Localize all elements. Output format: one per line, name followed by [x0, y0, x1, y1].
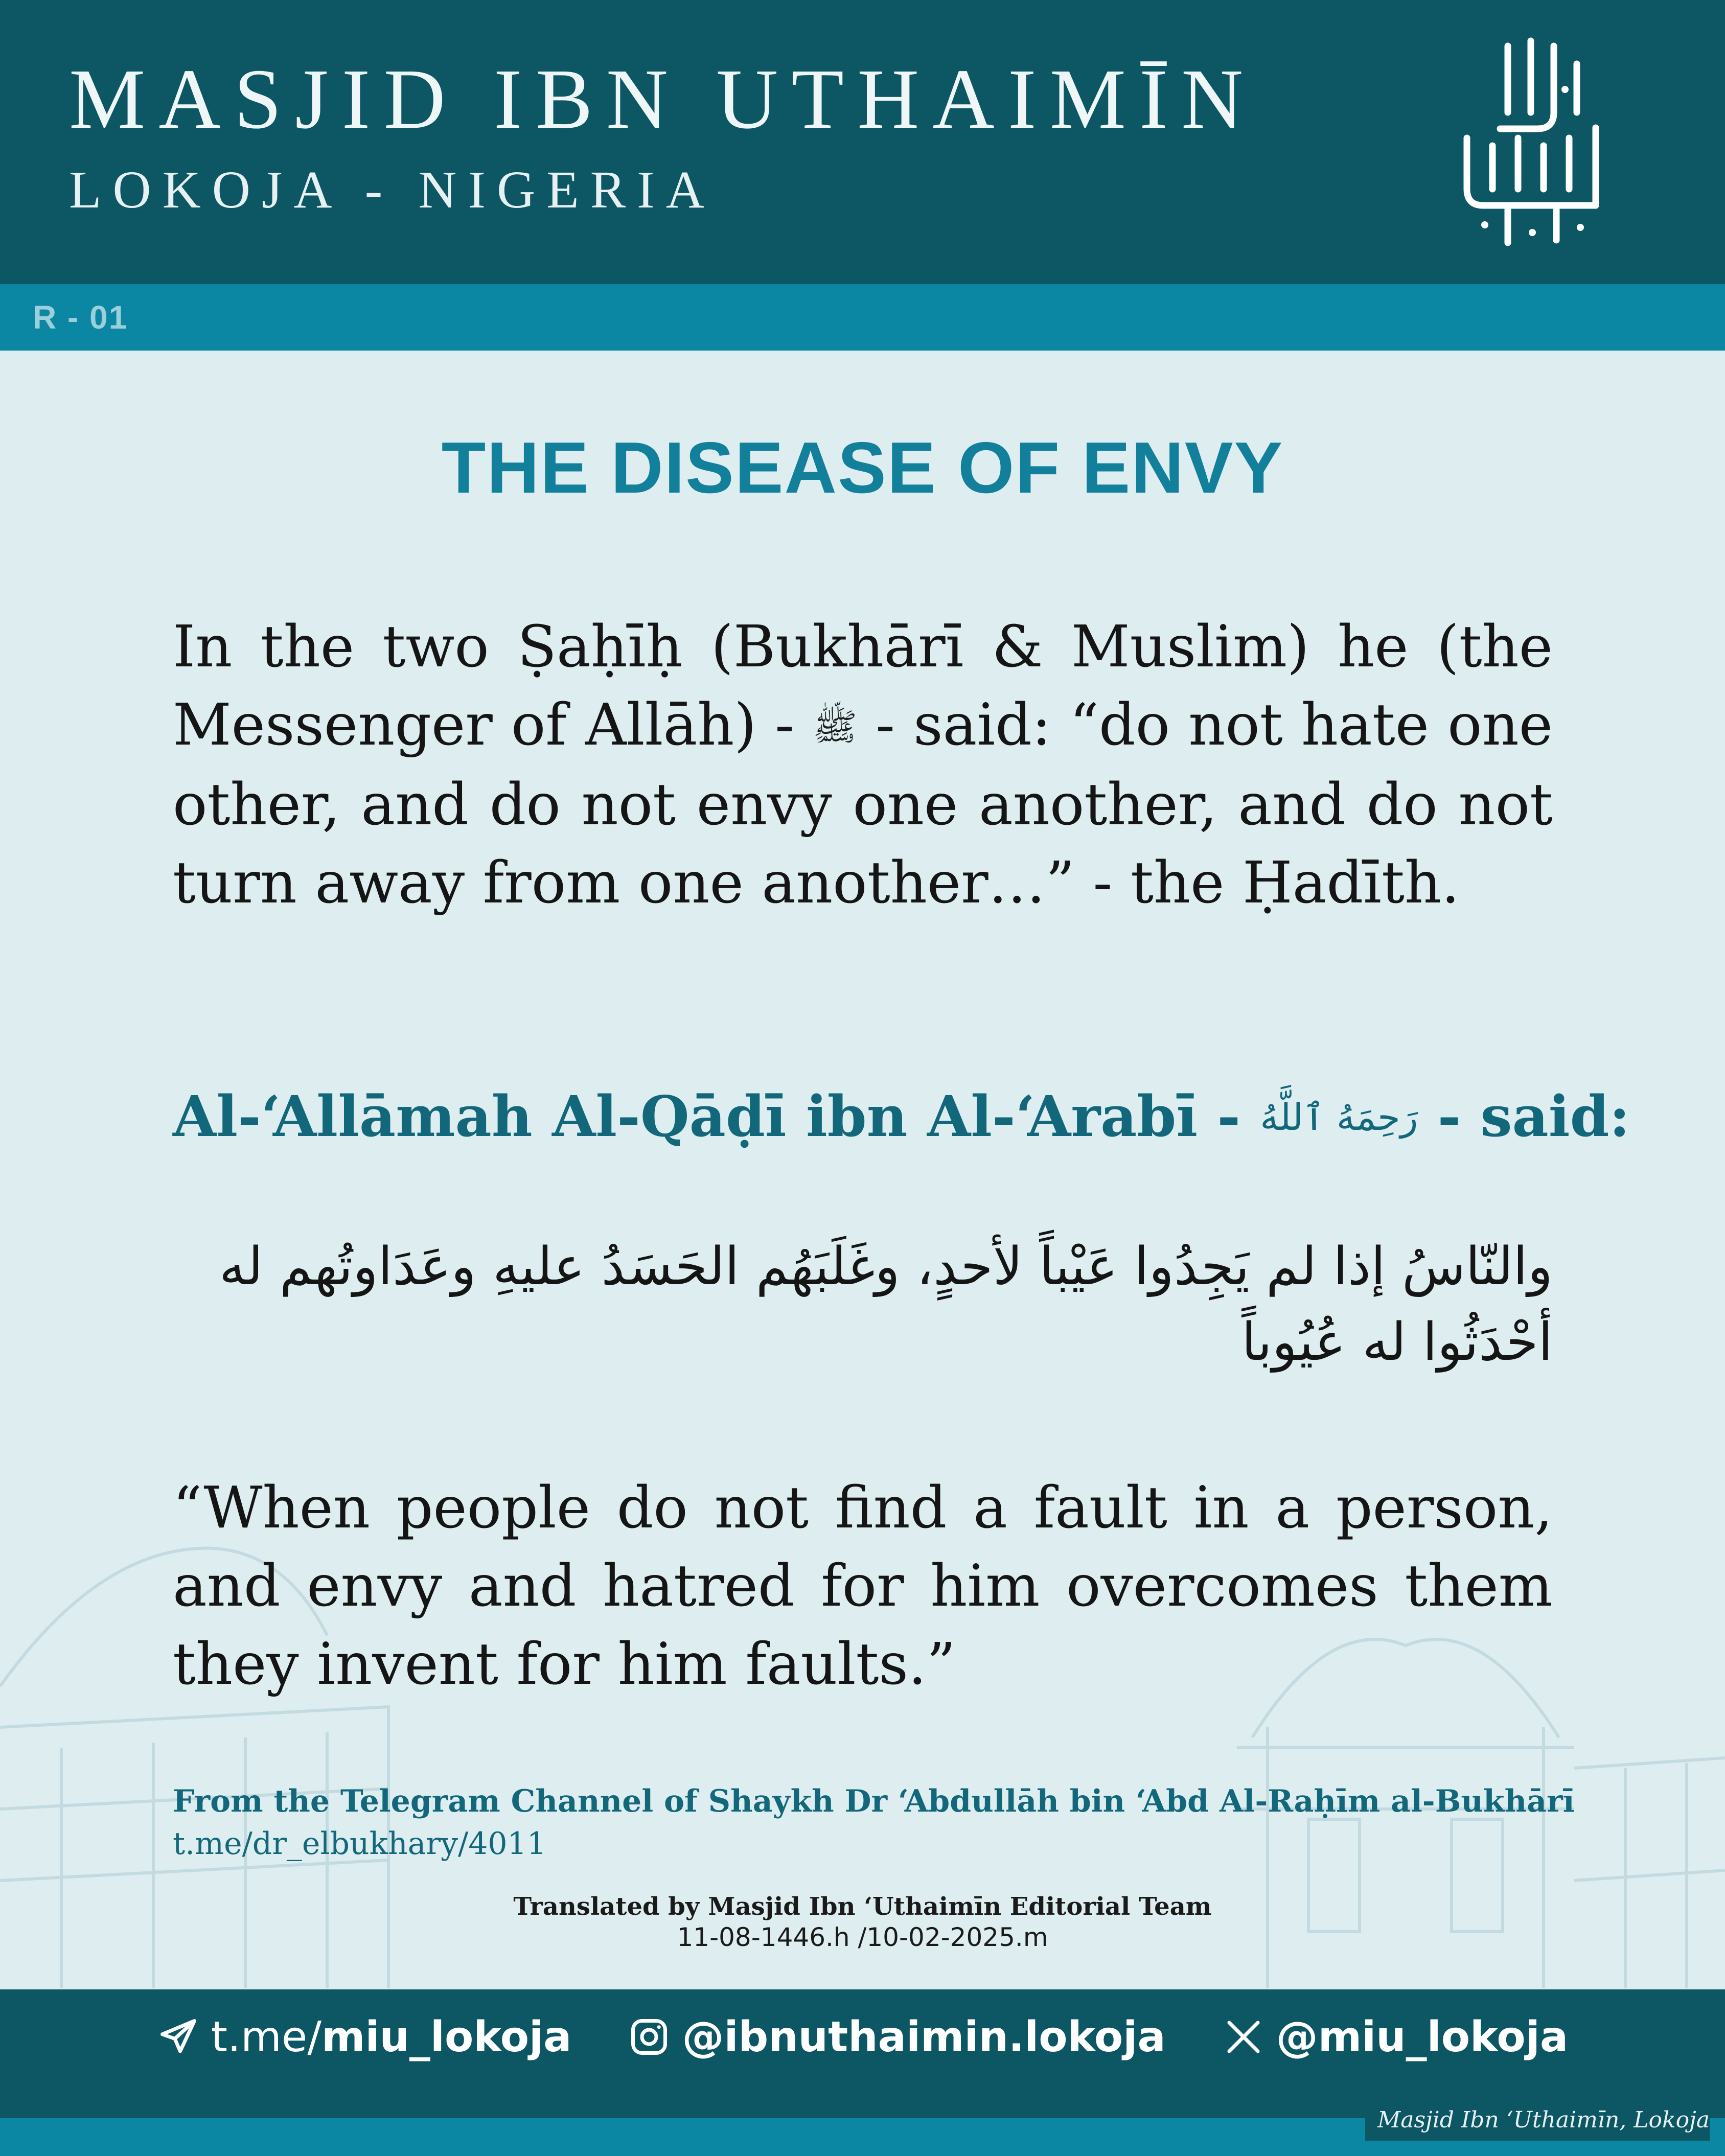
source-link[interactable]: t.me/dr_elbukhary/4011 [173, 1826, 546, 1862]
scholar-name: Al-‘Allāmah Al-Qāḍī ibn Al-‘Arabī - [173, 1083, 1260, 1149]
arabic-quote: والنّاسُ إذا لم يَجِدُوا عَيْباً لأحدٍ، وغَلَبَهُم الحَسَدُ عليهِ وعَدَاوتُهم له أحْدَثُوا له عُيُوباً [219, 1236, 1553, 1373]
footer-credit: Masjid Ibn ‘Uthaimīn, Lokoja [1365, 2100, 1710, 2141]
telegram-icon [157, 2015, 200, 2058]
post-code: R - 01 [33, 299, 128, 336]
x-handle: @miu_lokoja [1276, 2012, 1569, 2061]
telegram-handle: miu_lokoja [321, 2012, 572, 2061]
x-icon [1222, 2015, 1265, 2058]
social-links [0, 1989, 1725, 2084]
scholar-attribution [173, 1078, 1630, 1155]
code-strip [0, 284, 1725, 351]
hadith-text-part1: In the two Ṣaḥīḥ (Bukhārī & Muslim) he (the Messenger of Allāh) - [173, 614, 1553, 758]
article-title: THE DISEASE OF ENVY [441, 427, 1284, 508]
publish-date: 11-08-1446.h /10-02-2025.m [677, 1922, 1048, 1952]
salawat-honorific: ﷺ [813, 705, 858, 748]
calligraphy-logo-icon [1446, 36, 1615, 250]
said-label: - said: [1418, 1083, 1630, 1149]
instagram-icon [628, 2015, 671, 2058]
hadith-text-part2: - said: “do not hate one other, and do not envy one another, and do not turn away from one another…” - the Ḥadīth. [173, 692, 1553, 916]
header [0, 0, 1725, 284]
source-text: From the Telegram Channel of Shaykh Dr ‘Abdullāh bin ‘Abd Al-Raḥīm al-Bukhārī [173, 1783, 1575, 1819]
translation-paragraph: “When people do not find a fault in a person, and envy and hatred for him overcomes them they invent for him faults.” [173, 1475, 1553, 1698]
masjid-location: LOKOJA - NIGERIA [69, 160, 716, 219]
rahimahullah-honorific: رَحِمَهُ ٱللَّهُ [1260, 1096, 1418, 1139]
instagram-handle: @ibnuthaimin.lokoja [682, 2012, 1166, 2061]
instagram-link[interactable] [628, 2013, 1165, 2061]
footer [0, 1989, 1725, 2156]
hadith-paragraph [173, 608, 1553, 922]
translated-by: Translated by Masjid Ibn ‘Uthaimīn Editorial Team [513, 1892, 1212, 1921]
telegram-link[interactable] [157, 2013, 572, 2061]
x-link[interactable] [1222, 2013, 1568, 2061]
masjid-title: MASJID IBN UTHAIMĪN [69, 52, 1257, 147]
telegram-prefix: t.me/ [211, 2012, 321, 2061]
